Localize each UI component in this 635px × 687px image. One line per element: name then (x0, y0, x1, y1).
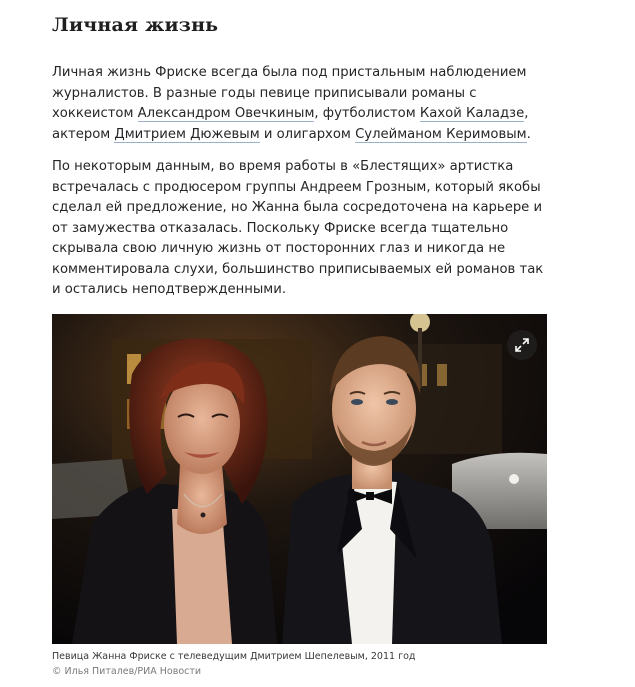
section-title: Личная жизнь (52, 14, 219, 36)
paragraph-text: . (526, 126, 531, 142)
link-dyuzhev[interactable]: Дмитрием Дюжевым (114, 126, 260, 142)
expand-icon (515, 338, 529, 352)
link-kaladze[interactable]: Кахой Каладзе (419, 106, 525, 121)
paragraph-text: , актером (52, 106, 529, 142)
paragraph-text: Личная жизнь Фриске всегда была под пристальным наблюдением журналистов. В разные годы певице приписывали романы с хоккеистом (52, 65, 527, 121)
expand-photo-button[interactable] (507, 330, 537, 360)
paragraph-text: и олигархом (259, 126, 356, 142)
paragraph-text: , футболистом (314, 106, 420, 121)
paragraph-rumors: По некоторым данным, во время работы в «Блестящих» артистка встречалась с продюсером группы Андреем Грозным, который якобы сделал ей предложение, но Жанна была сосредоточена на карьере и от замужества отказалась. Поскольку Фриске всегда тщательно скрывала свою личную жизнь от посторонних глаз и никогда не комментировала слухи, большинство приписываемых ей романов так и остались неподтвержденными. (52, 159, 544, 297)
photo-credit: © Илья Питалев/РИА Новости (52, 666, 202, 677)
link-ovechkin[interactable]: Александром Овечкиным (137, 106, 315, 121)
photo-illustration (52, 314, 547, 644)
article-photo[interactable] (52, 314, 547, 644)
paragraph-love-life (52, 63, 552, 145)
link-kerimov[interactable]: Сулейманом Керимовым (355, 126, 527, 142)
photo-caption: Певица Жанна Фриске с телеведущим Дмитрием Шепелевым, 2011 год (52, 651, 416, 662)
